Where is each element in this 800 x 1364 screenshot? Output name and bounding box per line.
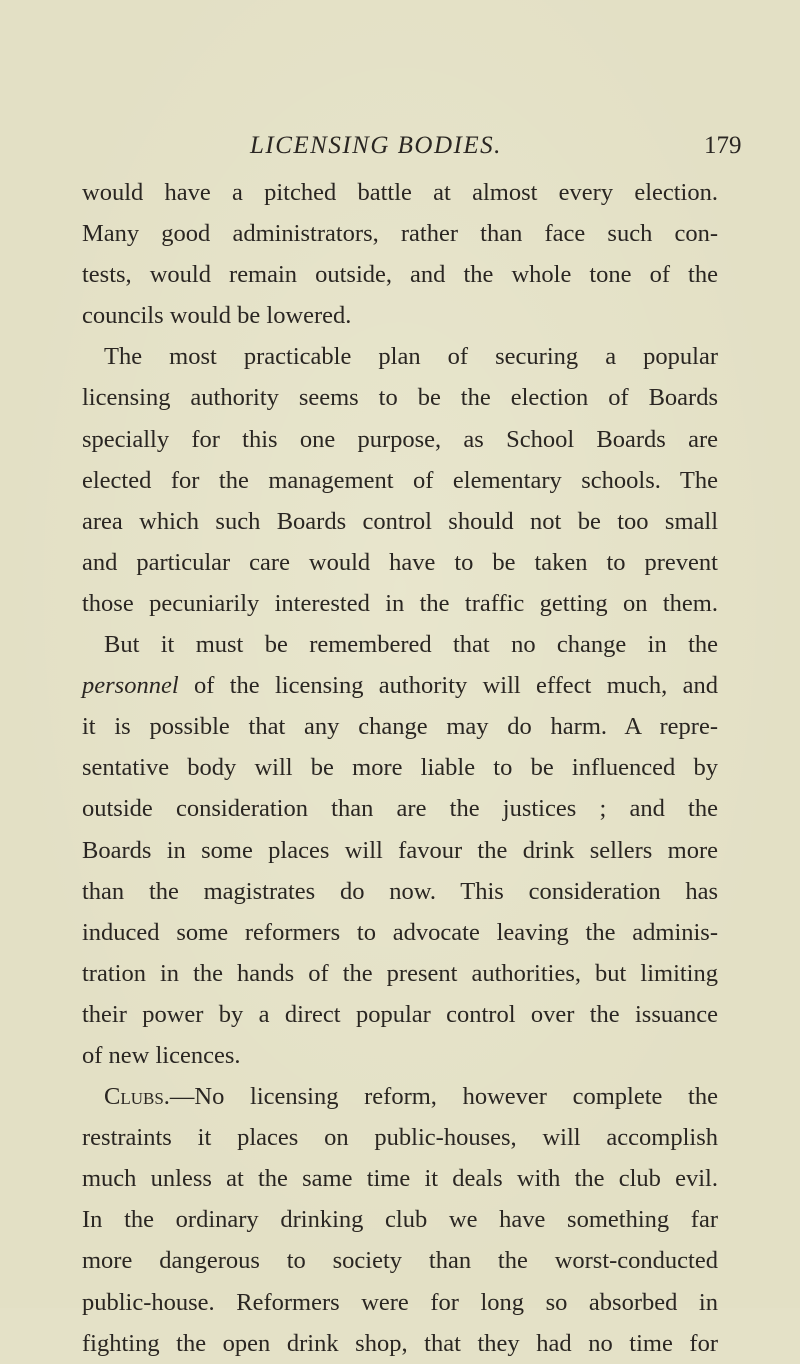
text-line: In the ordinary drinking club we have something far (82, 1206, 718, 1234)
running-head: LICENSING BODIES. (250, 132, 502, 159)
text-line: of new licences. (82, 1041, 241, 1069)
body-text (82, 172, 718, 1364)
text-line: licensing authority seems to be the election of Boards (82, 384, 718, 412)
text-line: their power by a direct popular control over the issuance (82, 1000, 718, 1028)
text-line: Boards in some places will favour the drink sellers more (82, 836, 718, 864)
text-line: sentative body will be more liable to be influenced by (82, 754, 718, 782)
text-line: would have a pitched battle at almost every election. (82, 179, 718, 206)
text-line: it is possible that any change may do harm. A repre- (82, 713, 718, 741)
text-line: area which such Boards control should not be too small (82, 507, 718, 535)
text-line: But it must be remembered that no change in the (104, 631, 718, 659)
text-line: tration in the hands of the present authorities, but limiting (82, 959, 718, 987)
text-line: specially for this one purpose, as School Boards are (82, 425, 718, 453)
text-line (82, 665, 718, 706)
text-line (82, 1076, 718, 1117)
text-line: induced some reformers to advocate leaving the adminis- (82, 918, 718, 946)
section-heading: Clubs. (104, 1083, 170, 1111)
text-line: much unless at the same time it deals with the club evil. (82, 1165, 718, 1193)
text-line: councils would be lowered. (82, 302, 352, 330)
text-line: tests, would remain outside, and the whole tone of the (82, 261, 718, 289)
text-line: The most practicable plan of securing a popular (104, 343, 718, 371)
text-line: fighting the open drink shop, that they had no time for (82, 1329, 718, 1357)
text-line: those pecuniarily interested in the traffic getting on them. (82, 589, 718, 617)
text-line: Many good administrators, rather than face such con- (82, 220, 718, 248)
text-line: elected for the management of elementary schools. The (82, 466, 718, 494)
italic-term: personnel (82, 672, 179, 700)
text-line: outside consideration than are the justices ; and the (82, 795, 718, 823)
page-number: 179 (704, 132, 742, 159)
text-line: public-house. Reformers were for long so absorbed in (82, 1288, 718, 1316)
text-line: and particular care would have to be taken to prevent (82, 548, 718, 576)
text-line: more dangerous to society than the worst-conducted (82, 1247, 718, 1275)
line-text: —No licensing reform, however complete the (169, 1083, 718, 1111)
text-line: restraints it places on public-houses, will accomplish (82, 1124, 718, 1152)
line-text: of the licensing authority will effect much, and (178, 672, 718, 700)
text-line: than the magistrates do now. This consideration has (82, 877, 718, 905)
